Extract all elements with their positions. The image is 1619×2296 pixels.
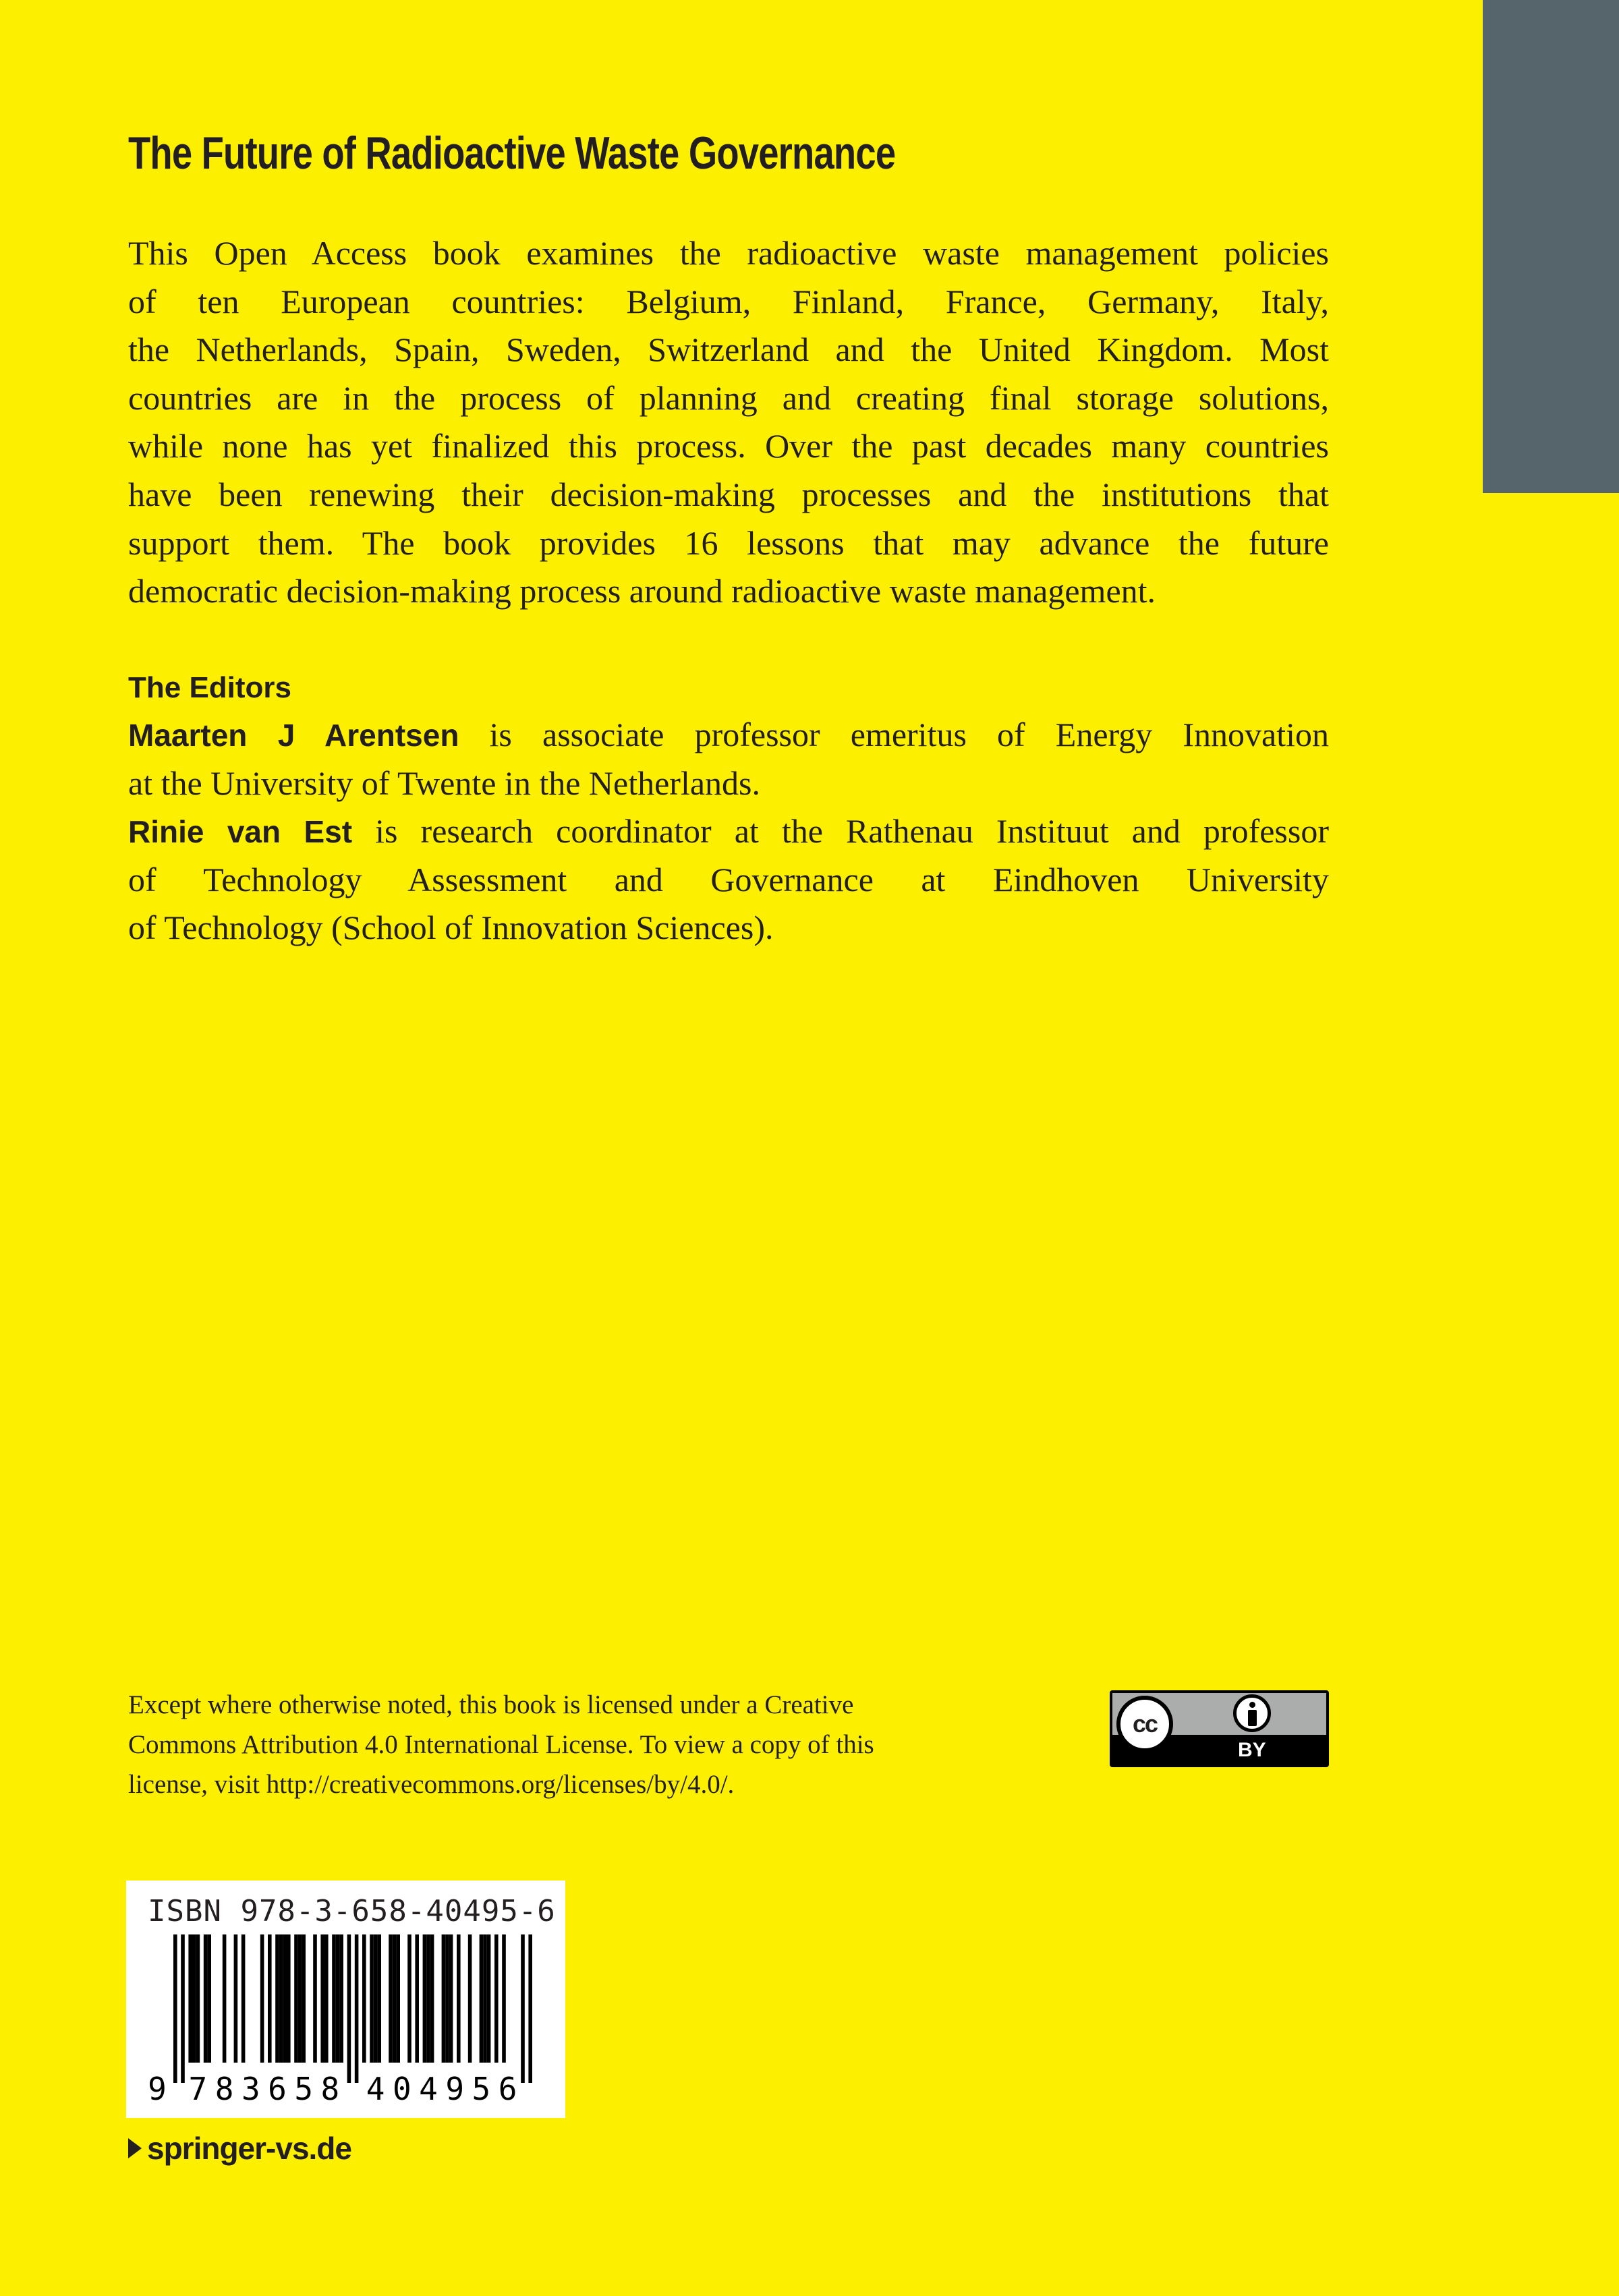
editor-bio-line: of Technology Assessment and Governance at Eindhoven University <box>128 860 1329 898</box>
editors-section <box>128 668 1329 952</box>
barcode-bar <box>430 1934 434 2063</box>
barcode-digit: 5 <box>472 2071 491 2107</box>
barcode-digit: 6 <box>268 2071 287 2107</box>
barcode-bar <box>173 1934 177 2083</box>
by-label: BY <box>1238 1739 1266 1761</box>
description-line: have been renewing their decision-making processes and the institutions that <box>128 475 1329 513</box>
barcode-bar <box>275 1934 279 2063</box>
barcode-bar <box>294 1934 298 2063</box>
license-line: Except where otherwise noted, this book is licensed under a Creative <box>128 1690 854 1719</box>
publisher-link-text: springer-vs.de <box>147 2131 351 2166</box>
barcode-digit: 8 <box>320 2071 340 2107</box>
barcode-bar <box>324 1934 329 2063</box>
editor-bio-line <box>128 711 1329 759</box>
barcode-bar <box>407 1934 411 2063</box>
barcode-bar <box>468 1934 472 2063</box>
barcode-bar <box>283 1934 287 2063</box>
license-notice <box>128 1685 1140 1804</box>
barcode-bar <box>374 1934 378 2063</box>
triangle-arrow-icon <box>128 2138 142 2158</box>
barcode-bar <box>445 1934 449 2063</box>
editors-heading: The Editors <box>128 671 292 704</box>
barcode-bar <box>370 1934 374 2063</box>
barcode-digit: 4 <box>419 2071 438 2107</box>
isbn-barcode-box <box>126 1881 565 2118</box>
editor-bio-text: is research coordinator at the Rathenau Instituut and professor <box>352 812 1329 851</box>
barcode-digit: 7 <box>188 2071 208 2107</box>
barcode-bar <box>223 1934 227 2063</box>
barcode-bar <box>313 1934 317 2063</box>
description-line: of ten European countries: Belgium, Finland, France, Germany, Italy, <box>128 282 1329 320</box>
cc-icon: cc <box>1116 1696 1173 1752</box>
barcode-bar <box>302 1934 306 2063</box>
description-line: the Netherlands, Spain, Sweden, Switzerland and the United Kingdom. Most <box>128 331 1329 369</box>
barcode-bar <box>181 1934 185 2083</box>
license-line: license, visit http://creativecommons.org/licenses/by/4.0/. <box>128 1770 735 1799</box>
description-line: countries are in the process of planning and creating final storage solutions, <box>128 378 1329 417</box>
barcode-bar <box>234 1934 238 2063</box>
barcode-bar <box>192 1934 196 2063</box>
barcode-digit: 6 <box>498 2071 517 2107</box>
barcode-bar <box>389 1934 393 2063</box>
barcode-bar <box>355 1934 359 2083</box>
barcode-bar <box>377 1934 381 2063</box>
description-line: while none has yet finalized this process. Over the past decades many countries <box>128 427 1329 465</box>
publisher-link[interactable] <box>128 2130 351 2166</box>
barcode-bar <box>426 1934 430 2063</box>
barcode-digit: 8 <box>215 2071 234 2107</box>
editor-bio-line <box>128 807 1329 856</box>
barcode-bar <box>268 1934 272 2063</box>
barcode-bar <box>298 1934 302 2063</box>
barcode-bar <box>449 1934 453 2063</box>
barcode-bar <box>480 1934 484 2063</box>
editor-name: Rinie van Est <box>128 814 353 850</box>
barcode-bar <box>204 1934 208 2063</box>
barcode-bar <box>347 1934 351 2083</box>
editor-bio-line: of Technology (School of Innovation Sciences). <box>128 909 774 947</box>
barcode <box>140 1934 551 2110</box>
editor-name: Maarten J Arentsen <box>128 718 459 753</box>
barcode-bar <box>415 1934 419 2063</box>
cc-by-badge <box>1110 1690 1329 1767</box>
barcode-bar <box>196 1934 200 2063</box>
description-line: This Open Access book examines the radioactive waste management policies <box>128 234 1329 272</box>
barcode-bar <box>494 1934 499 2063</box>
barcode-bar <box>188 1934 192 2063</box>
barcode-bar <box>332 1934 336 2063</box>
book-title: The Future of Radioactive Waste Governance <box>128 127 896 179</box>
barcode-bar <box>528 1934 532 2083</box>
barcode-digit: 5 <box>294 2071 314 2107</box>
barcode-bar <box>362 1934 366 2063</box>
barcode-bar <box>457 1934 461 2063</box>
barcode-bar <box>393 1934 397 2063</box>
barcode-bar <box>396 1934 400 2063</box>
barcode-bar <box>336 1934 340 2063</box>
barcode-digit: 9 <box>445 2071 465 2107</box>
isbn-label: ISBN 978-3-658-40495-6 <box>148 1894 556 1928</box>
barcode-digit: 9 <box>148 2071 167 2107</box>
barcode-bar <box>502 1934 506 2063</box>
barcode-bar <box>242 1934 246 2063</box>
barcode-bar <box>320 1934 324 2063</box>
editor-bio-line: at the University of Twente in the Netherlands. <box>128 764 760 802</box>
barcode-digit: 3 <box>241 2071 260 2107</box>
barcode-digit: 4 <box>366 2071 385 2107</box>
description-line: democratic decision-making process around radioactive waste management. <box>128 572 1156 610</box>
barcode-bar <box>483 1934 487 2063</box>
barcode-bar <box>279 1934 283 2063</box>
barcode-bar <box>207 1934 211 2063</box>
license-line: Commons Attribution 4.0 International License. To view a copy of this <box>128 1730 874 1759</box>
spine-color-bar <box>1483 0 1619 493</box>
barcode-bar <box>260 1934 264 2063</box>
barcode-bar <box>442 1934 446 2063</box>
attribution-person-icon <box>1233 1694 1271 1732</box>
editor-bio-text: is associate professor emeritus of Energy Innovation <box>459 716 1329 753</box>
barcode-bar <box>521 1934 525 2083</box>
barcode-bar <box>487 1934 491 2063</box>
barcode-bar <box>287 1934 291 2063</box>
barcode-digit: 0 <box>392 2071 411 2107</box>
barcode-bar <box>339 1934 343 2063</box>
description-line: support them. The book provides 16 lessons that may advance the future <box>128 523 1329 562</box>
barcode-bar <box>423 1934 427 2063</box>
description <box>128 229 1329 616</box>
